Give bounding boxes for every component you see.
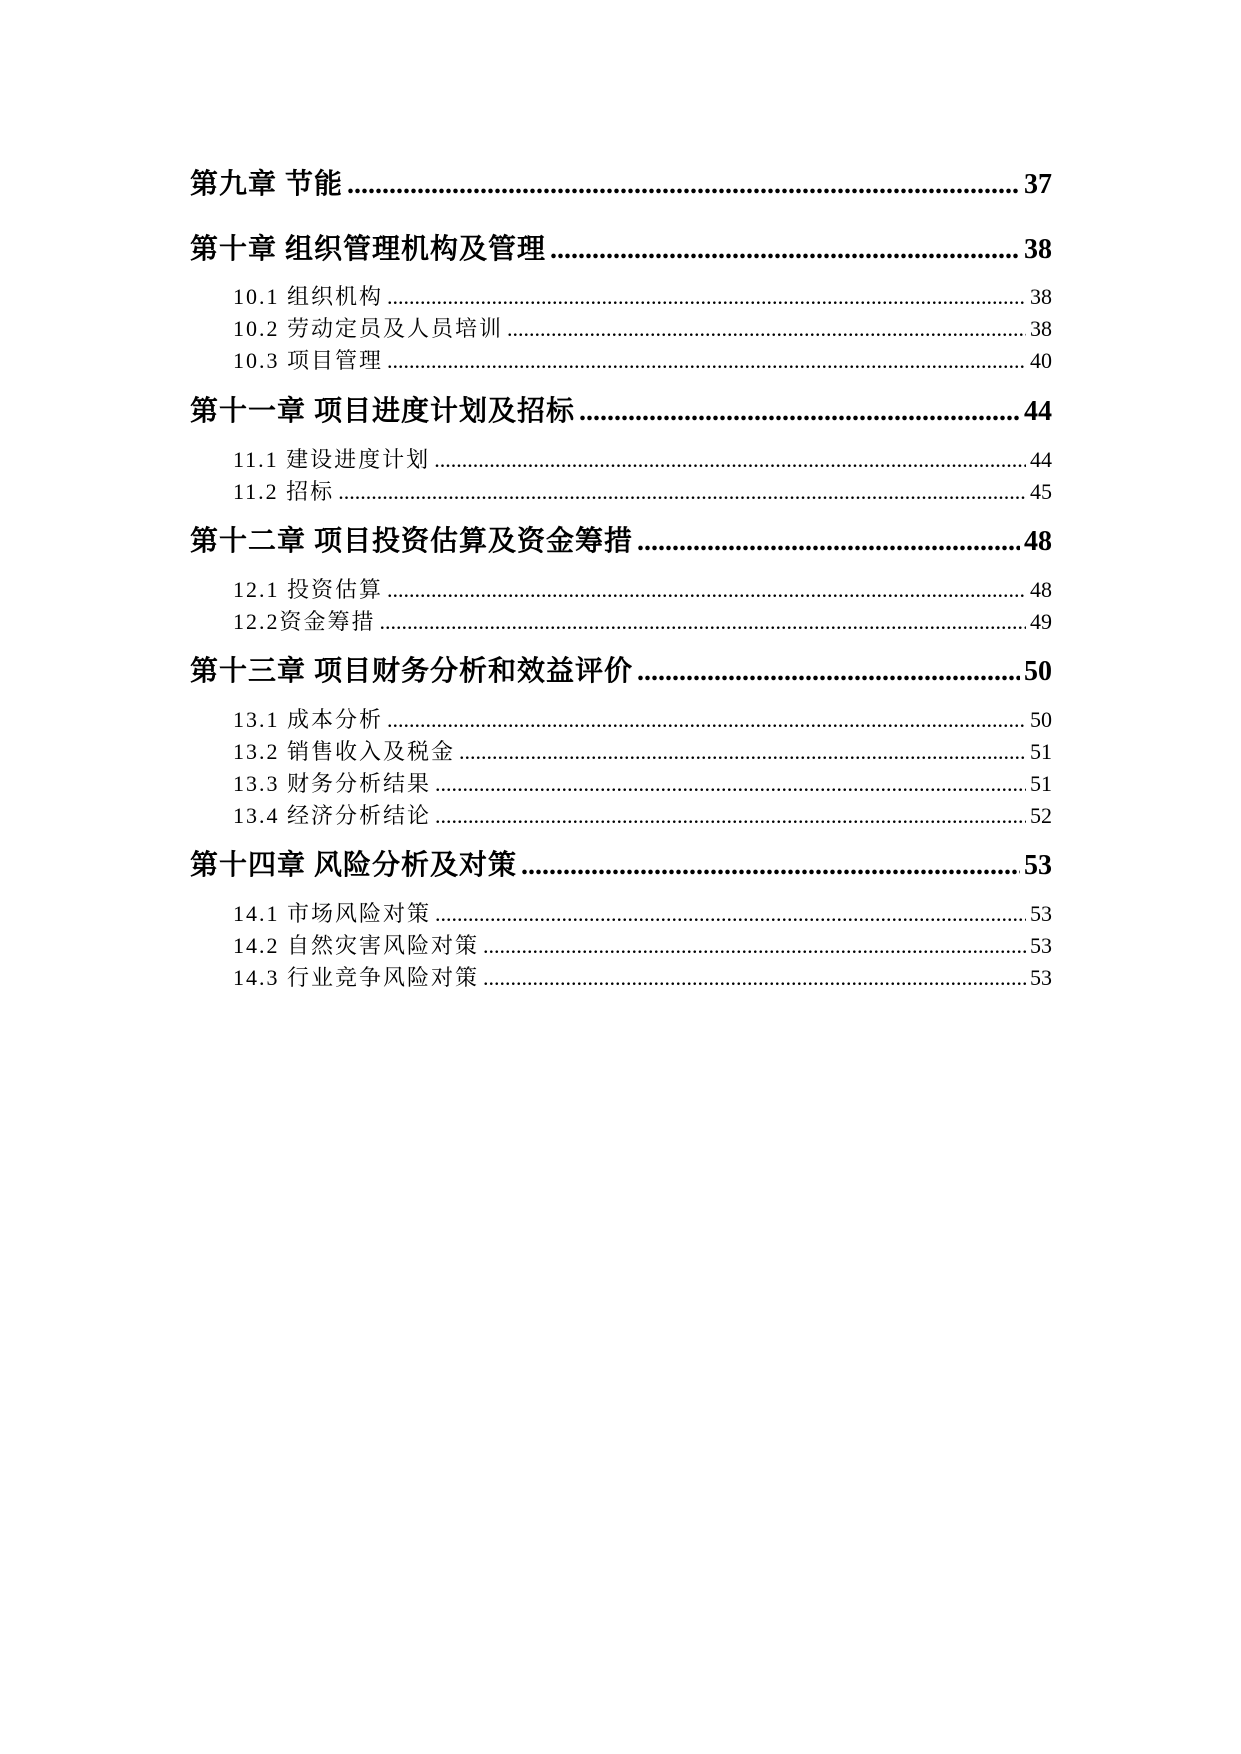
toc-entry-page-number: 49 xyxy=(1030,609,1052,634)
toc-entry-title: 13.4 经济分析结论 xyxy=(233,803,432,828)
dot-leader xyxy=(387,348,1026,374)
dot-leader xyxy=(483,965,1026,991)
toc-entry-title: 13.3 财务分析结果 xyxy=(233,771,432,796)
dot-leader xyxy=(483,933,1026,959)
dot-leader xyxy=(507,316,1026,342)
toc-entry-page-number: 40 xyxy=(1030,348,1052,373)
toc-entry-title: 第十一章 项目进度计划及招标 xyxy=(190,396,576,427)
toc-entry-title: 第九章 节能 xyxy=(190,169,344,200)
toc-entry-chapter[interactable] xyxy=(190,843,1052,887)
toc-entry-title: 11.2 招标 xyxy=(233,479,335,504)
dot-leader xyxy=(521,850,1020,882)
toc-entry-title: 第十四章 风险分析及对策 xyxy=(190,850,518,881)
toc-entry-section[interactable] xyxy=(233,929,1052,961)
toc-entry-page-number: 51 xyxy=(1030,771,1052,796)
toc-entry-title: 12.1 投资估算 xyxy=(233,577,384,602)
dot-leader xyxy=(387,284,1026,310)
toc-entry-chapter[interactable] xyxy=(190,519,1052,563)
dot-leader xyxy=(550,234,1020,266)
toc-entry-page-number: 48 xyxy=(1030,577,1052,602)
dot-leader xyxy=(435,771,1026,797)
toc-entry-section[interactable] xyxy=(233,443,1052,475)
toc-entry-section[interactable] xyxy=(233,703,1052,735)
dot-leader xyxy=(347,169,1020,201)
dot-leader xyxy=(338,479,1026,505)
toc-entry-title: 第十三章 项目财务分析和效益评价 xyxy=(190,656,634,687)
toc-entry-title: 14.3 行业竞争风险对策 xyxy=(233,965,480,990)
toc-entry-title: 10.1 组织机构 xyxy=(233,284,384,309)
toc-entry-title: 10.3 项目管理 xyxy=(233,348,384,373)
dot-leader xyxy=(579,396,1020,428)
toc-entry-title: 第十二章 项目投资估算及资金筹措 xyxy=(190,526,634,557)
dot-leader xyxy=(380,609,1026,635)
toc-entry-section[interactable] xyxy=(233,735,1052,767)
toc-entry-section[interactable] xyxy=(233,344,1052,376)
toc-entry-section[interactable] xyxy=(233,799,1052,831)
dot-leader xyxy=(387,577,1026,603)
dot-leader xyxy=(637,656,1020,688)
toc-entry-page-number: 52 xyxy=(1030,803,1052,828)
dot-leader xyxy=(435,803,1026,829)
toc-entry-title: 12.2资金筹措 xyxy=(233,609,376,634)
toc-entry-section[interactable] xyxy=(233,605,1052,637)
toc-entry-page-number: 51 xyxy=(1030,739,1052,764)
toc-entry-page-number: 38 xyxy=(1030,284,1052,309)
toc-entry-section[interactable] xyxy=(233,767,1052,799)
toc-entry-page-number: 45 xyxy=(1030,479,1052,504)
toc-entry-page-number: 53 xyxy=(1024,850,1052,881)
toc-entry-title: 13.1 成本分析 xyxy=(233,707,384,732)
toc-entry-page-number: 44 xyxy=(1024,396,1052,427)
toc-entry-page-number: 53 xyxy=(1030,965,1052,990)
toc-entry-title: 10.2 劳动定员及人员培训 xyxy=(233,316,504,341)
toc-entry-chapter[interactable] xyxy=(190,389,1052,433)
toc-entry-section[interactable] xyxy=(233,897,1052,929)
toc-entry-page-number: 48 xyxy=(1024,526,1052,557)
toc-entry-section[interactable] xyxy=(233,475,1052,507)
toc-entry-title: 13.2 销售收入及税金 xyxy=(233,739,456,764)
toc-entry-page-number: 44 xyxy=(1030,447,1052,472)
toc-entry-title: 第十章 组织管理机构及管理 xyxy=(190,234,547,265)
dot-leader xyxy=(434,447,1026,473)
toc-entry-page-number: 38 xyxy=(1030,316,1052,341)
dot-leader xyxy=(459,739,1026,765)
toc-entry-section[interactable] xyxy=(233,573,1052,605)
toc-entry-section[interactable] xyxy=(233,312,1052,344)
dot-leader xyxy=(435,901,1026,927)
dot-leader xyxy=(387,707,1026,733)
dot-leader xyxy=(637,526,1020,558)
toc-entry-page-number: 50 xyxy=(1024,656,1052,687)
toc-entry-section[interactable] xyxy=(233,961,1052,993)
toc-entry-chapter[interactable] xyxy=(190,227,1052,271)
toc-entry-chapter[interactable] xyxy=(190,649,1052,693)
toc-entry-page-number: 38 xyxy=(1024,234,1052,265)
toc-entry-title: 11.1 建设进度计划 xyxy=(233,447,431,472)
toc-entry-page-number: 50 xyxy=(1030,707,1052,732)
toc-entry-title: 14.2 自然灾害风险对策 xyxy=(233,933,480,958)
toc-entry-page-number: 37 xyxy=(1024,169,1052,200)
toc-entry-title: 14.1 市场风险对策 xyxy=(233,901,432,926)
toc-entry-chapter[interactable] xyxy=(190,162,1052,206)
toc-entry-page-number: 53 xyxy=(1030,933,1052,958)
toc-entry-page-number: 53 xyxy=(1030,901,1052,926)
toc-entry-section[interactable] xyxy=(233,280,1052,312)
